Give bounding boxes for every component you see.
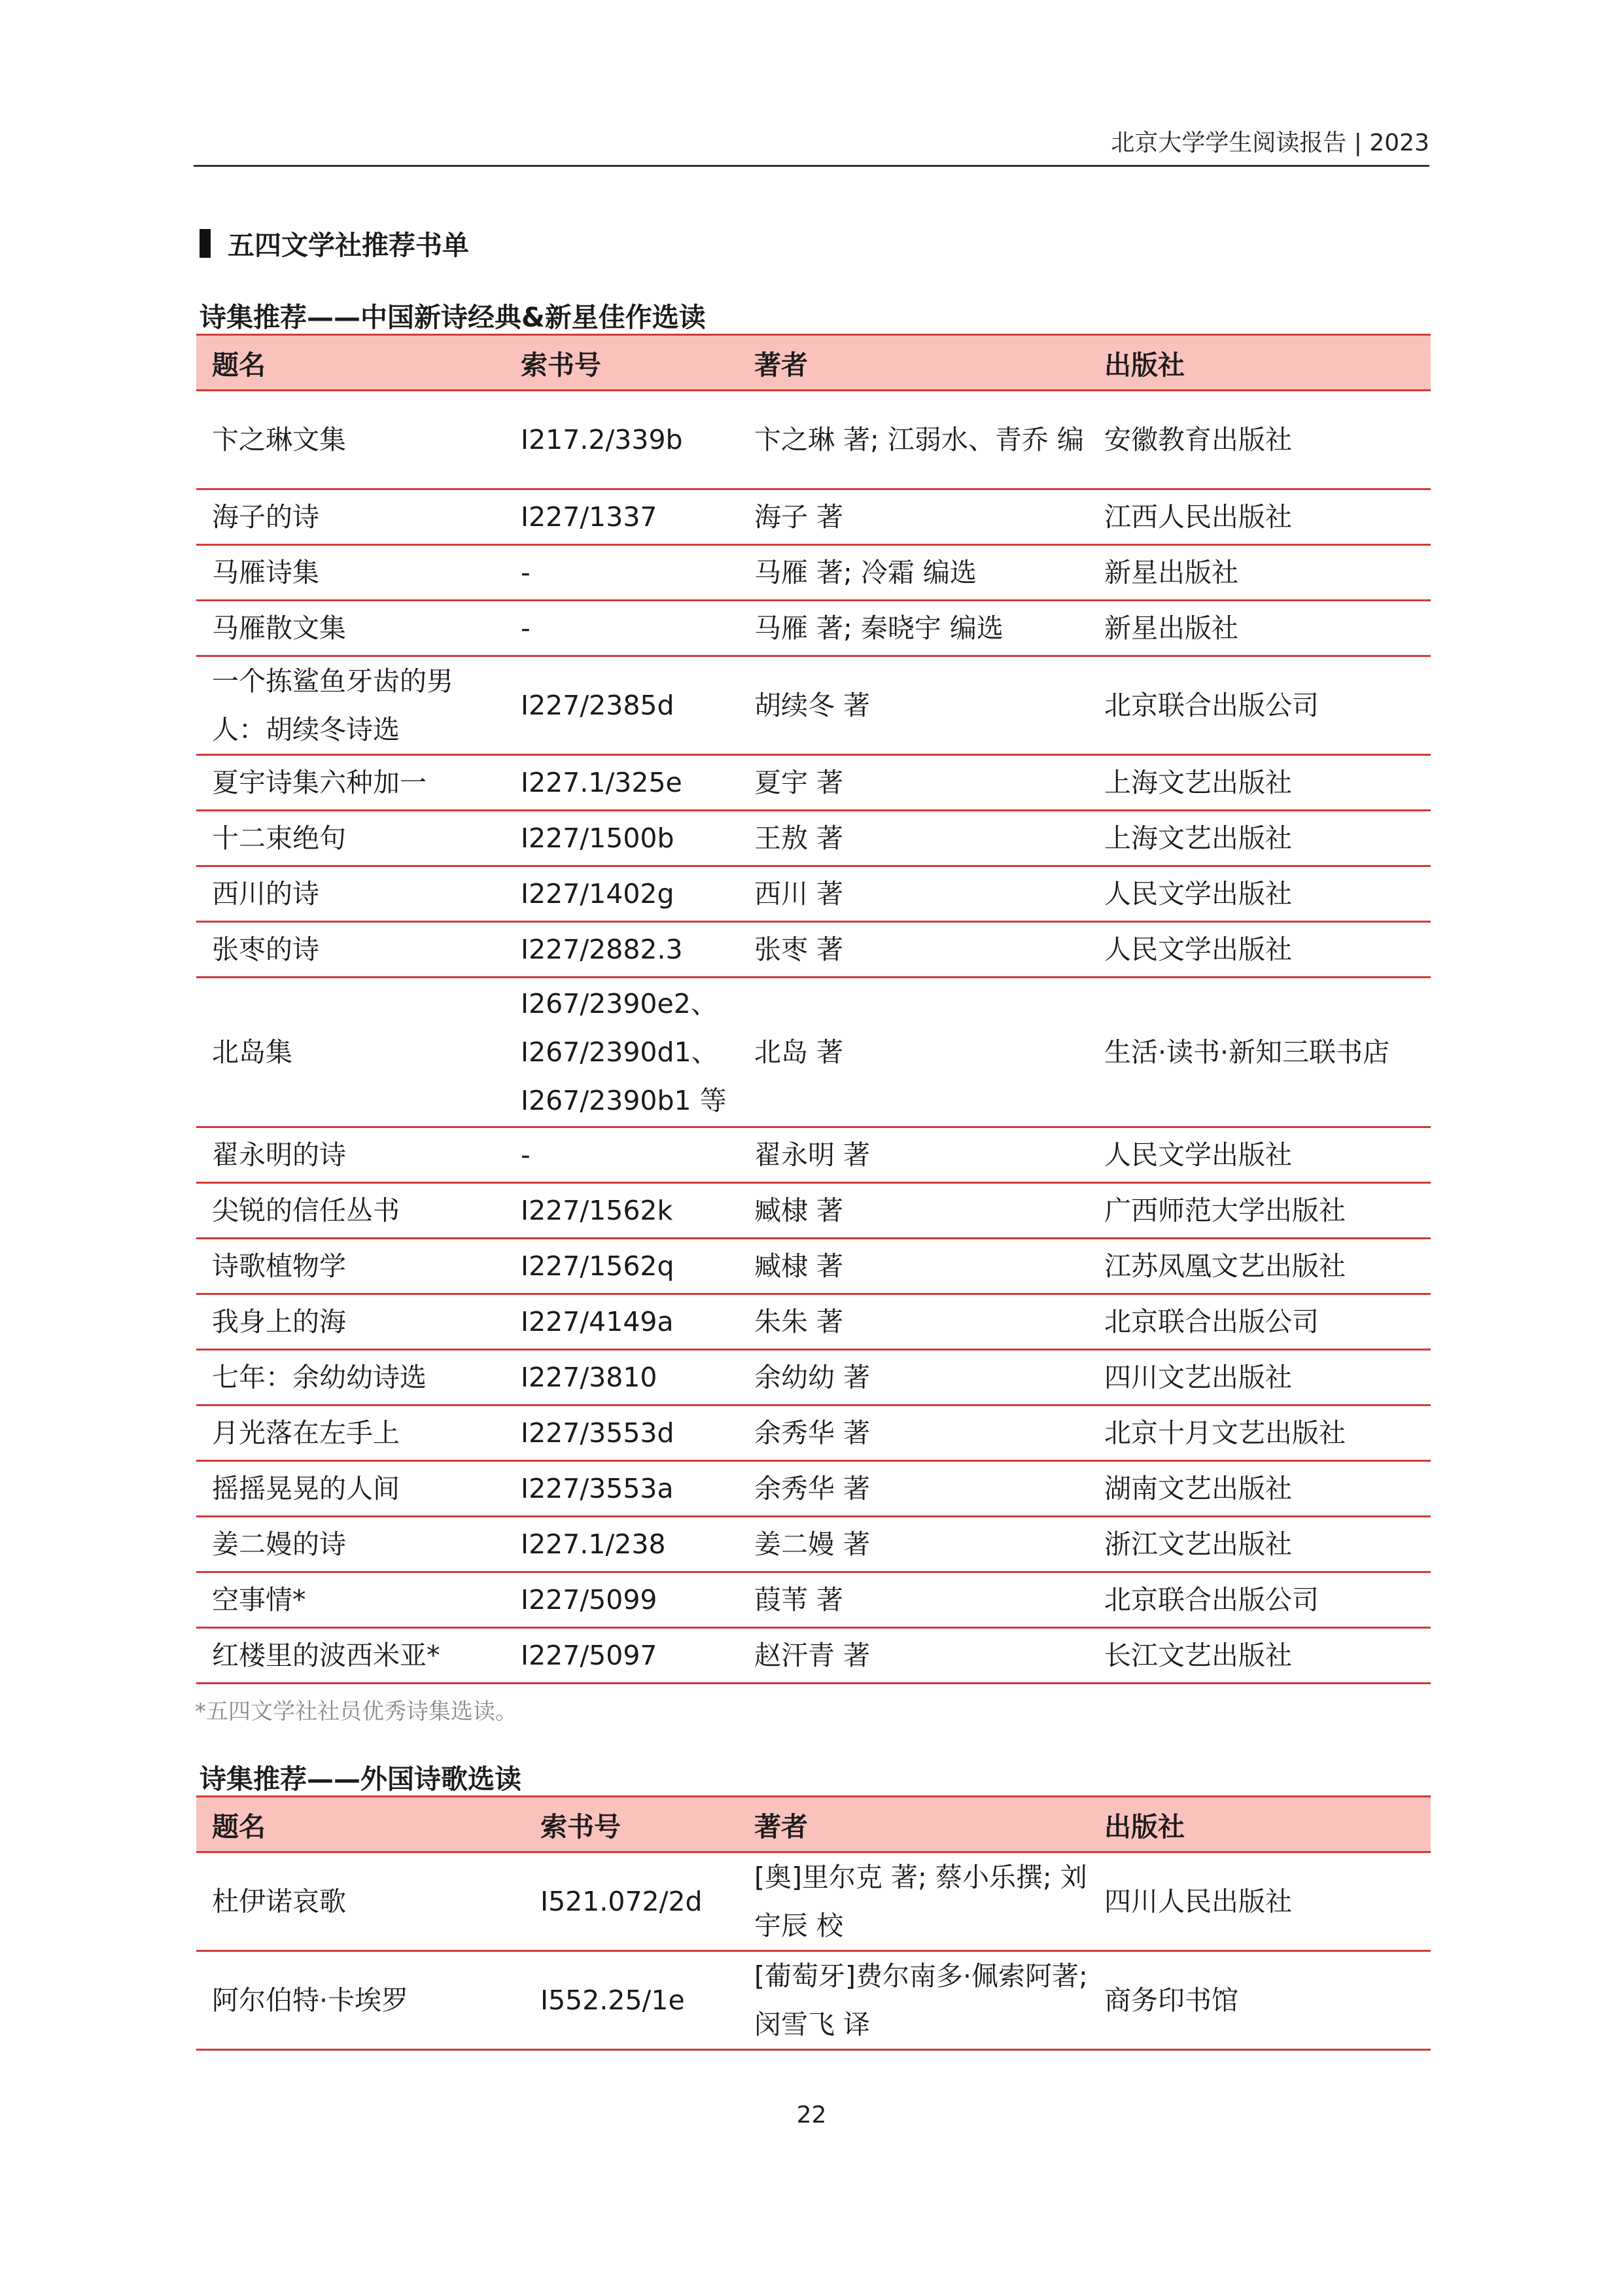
cell-publisher: 北京联合出版公司 [1089, 1294, 1431, 1350]
cell-publisher: 北京联合出版公司 [1089, 1572, 1431, 1628]
cell-callno: I227/3810 [505, 1350, 739, 1405]
table-row [196, 978, 1431, 1127]
cell-publisher: 江苏凤凰文艺出版社 [1089, 1239, 1431, 1294]
table-foreign-poetry [196, 1795, 1431, 2051]
cell-publisher: 浙江文艺出版社 [1089, 1517, 1431, 1572]
col-header-callno: 索书号 [525, 1797, 739, 1852]
cell-title: 空事情* [196, 1572, 505, 1628]
cell-title: 夏宇诗集六种加一 [196, 755, 505, 811]
table-row [196, 391, 1431, 489]
cell-author: 海子 著 [739, 489, 1089, 545]
cell-title: 红楼里的波西米亚* [196, 1628, 505, 1684]
cell-publisher: 上海文艺出版社 [1089, 755, 1431, 811]
table-row [196, 1183, 1431, 1239]
col-header-publisher: 出版社 [1089, 1797, 1431, 1852]
cell-callno: I227/5099 [505, 1572, 739, 1628]
cell-callno: - [505, 1127, 739, 1183]
table-row [196, 1517, 1431, 1572]
table-row [196, 1405, 1431, 1461]
cell-publisher: 北京联合出版公司 [1089, 656, 1431, 755]
cell-author: 余秀华 著 [739, 1461, 1089, 1517]
cell-author: 葭苇 著 [739, 1572, 1089, 1628]
cell-title: 一个拣鲨鱼牙齿的男人：胡续冬诗选 [196, 656, 505, 755]
table-row [196, 1239, 1431, 1294]
cell-callno: I552.25/1e [525, 1951, 739, 2050]
cell-author: 马雁 著; 冷霜 编选 [739, 545, 1089, 601]
page-number: 22 [796, 2102, 827, 2128]
cell-callno: I227/3553a [505, 1461, 739, 1517]
cell-callno: I227/4149a [505, 1294, 739, 1350]
cell-publisher: 广西师范大学出版社 [1089, 1183, 1431, 1239]
cell-title: 姜二嫚的诗 [196, 1517, 505, 1572]
cell-author: 卞之琳 著; 江弱水、青乔 编 [739, 391, 1089, 489]
cell-title: 张枣的诗 [196, 922, 505, 978]
cell-author: 姜二嫚 著 [739, 1517, 1089, 1572]
col-header-callno: 索书号 [505, 335, 739, 391]
cell-title: 马雁诗集 [196, 545, 505, 601]
cell-callno: I227/5097 [505, 1628, 739, 1684]
running-header: 北京大学学生阅读报告 | 2023 [1111, 130, 1429, 156]
cell-title: 马雁散文集 [196, 601, 505, 656]
cell-callno: I227/1337 [505, 489, 739, 545]
col-header-author: 著者 [739, 335, 1089, 391]
cell-callno: I227.1/325e [505, 755, 739, 811]
cell-title: 海子的诗 [196, 489, 505, 545]
section-marker [200, 229, 211, 258]
cell-publisher: 新星出版社 [1089, 545, 1431, 601]
cell-author: 臧棣 著 [739, 1183, 1089, 1239]
cell-publisher: 安徽教育出版社 [1089, 391, 1431, 489]
cell-callno: I227/3553d [505, 1405, 739, 1461]
table-row [196, 1461, 1431, 1517]
table-row [196, 656, 1431, 755]
col-header-publisher: 出版社 [1089, 335, 1431, 391]
cell-publisher: 北京十月文艺出版社 [1089, 1405, 1431, 1461]
table-row [196, 1852, 1431, 1951]
cell-author: 夏宇 著 [739, 755, 1089, 811]
cell-author: 余幼幼 著 [739, 1350, 1089, 1405]
cell-author: 翟永明 著 [739, 1127, 1089, 1183]
table-row [196, 1127, 1431, 1183]
col-header-title: 题名 [196, 1797, 525, 1852]
table-row [196, 1572, 1431, 1628]
cell-title: 阿尔伯特·卡埃罗 [196, 1951, 525, 2050]
cell-callno: I227.1/238 [505, 1517, 739, 1572]
col-header-title: 题名 [196, 335, 505, 391]
cell-author: [奥]里尔克 著; 蔡小乐撰; 刘宇辰 校 [739, 1852, 1089, 1951]
cell-author: 北岛 著 [739, 978, 1089, 1127]
cell-callno: I267/2390e2、I267/2390d1、I267/2390b1 等 [505, 978, 739, 1127]
cell-callno: I227/1402g [505, 866, 739, 922]
cell-author: 马雁 著; 秦晓宇 编选 [739, 601, 1089, 656]
cell-callno: I227/2882.3 [505, 922, 739, 978]
footnote: *五四文学社社员优秀诗集选读。 [195, 1699, 517, 1725]
cell-publisher: 四川人民出版社 [1089, 1852, 1431, 1951]
cell-callno: I227/1562k [505, 1183, 739, 1239]
cell-publisher: 新星出版社 [1089, 601, 1431, 656]
cell-author: 余秀华 著 [739, 1405, 1089, 1461]
table-row [196, 866, 1431, 922]
table-row [196, 601, 1431, 656]
cell-author: 臧棣 著 [739, 1239, 1089, 1294]
cell-callno: - [505, 545, 739, 601]
cell-publisher: 人民文学出版社 [1089, 922, 1431, 978]
cell-publisher: 江西人民出版社 [1089, 489, 1431, 545]
cell-author: 张枣 著 [739, 922, 1089, 978]
cell-title: 诗歌植物学 [196, 1239, 505, 1294]
cell-author: 西川 著 [739, 866, 1089, 922]
cell-publisher: 四川文艺出版社 [1089, 1350, 1431, 1405]
table2-title: 诗集推荐——外国诗歌选读 [200, 1763, 521, 1795]
table-row [196, 1350, 1431, 1405]
table-row [196, 1951, 1431, 2050]
cell-title: 翟永明的诗 [196, 1127, 505, 1183]
table-header-row [196, 335, 1431, 391]
cell-author: [葡萄牙]费尔南多·佩索阿著; 闵雪飞 译 [739, 1951, 1089, 2050]
cell-callno: - [505, 601, 739, 656]
cell-author: 王敖 著 [739, 811, 1089, 866]
table-chinese-poetry [196, 334, 1431, 1684]
cell-publisher: 湖南文艺出版社 [1089, 1461, 1431, 1517]
cell-publisher: 长江文艺出版社 [1089, 1628, 1431, 1684]
table-row [196, 545, 1431, 601]
cell-publisher: 商务印书馆 [1089, 1951, 1431, 2050]
section-title [200, 224, 469, 262]
cell-author: 朱朱 著 [739, 1294, 1089, 1350]
cell-publisher: 人民文学出版社 [1089, 1127, 1431, 1183]
cell-title: 西川的诗 [196, 866, 505, 922]
table-row [196, 755, 1431, 811]
cell-callno: I521.072/2d [525, 1852, 739, 1951]
cell-author: 胡续冬 著 [739, 656, 1089, 755]
table-row [196, 489, 1431, 545]
col-header-author: 著者 [739, 1797, 1089, 1852]
cell-title: 七年：余幼幼诗选 [196, 1350, 505, 1405]
cell-callno: I227/1562q [505, 1239, 739, 1294]
cell-title: 卞之琳文集 [196, 391, 505, 489]
table-header-row [196, 1797, 1431, 1852]
cell-publisher: 上海文艺出版社 [1089, 811, 1431, 866]
cell-title: 杜伊诺哀歌 [196, 1852, 525, 1951]
cell-callno: I227/2385d [505, 656, 739, 755]
table1-title: 诗集推荐——中国新诗经典&新星佳作选读 [200, 302, 706, 333]
cell-publisher: 人民文学出版社 [1089, 866, 1431, 922]
cell-callno: I227/1500b [505, 811, 739, 866]
table-row [196, 1294, 1431, 1350]
cell-publisher: 生活·读书·新知三联书店 [1089, 978, 1431, 1127]
table-row [196, 1628, 1431, 1684]
cell-title: 月光落在左手上 [196, 1405, 505, 1461]
cell-title: 摇摇晃晃的人间 [196, 1461, 505, 1517]
cell-callno: I217.2/339b [505, 391, 739, 489]
cell-title: 十二束绝句 [196, 811, 505, 866]
table-row [196, 811, 1431, 866]
cell-title: 我身上的海 [196, 1294, 505, 1350]
cell-title: 尖锐的信任丛书 [196, 1183, 505, 1239]
header-rule [194, 165, 1429, 167]
cell-author: 赵汗青 著 [739, 1628, 1089, 1684]
section-title-text: 五四文学社推荐书单 [228, 230, 469, 261]
table-row [196, 922, 1431, 978]
cell-title: 北岛集 [196, 978, 505, 1127]
